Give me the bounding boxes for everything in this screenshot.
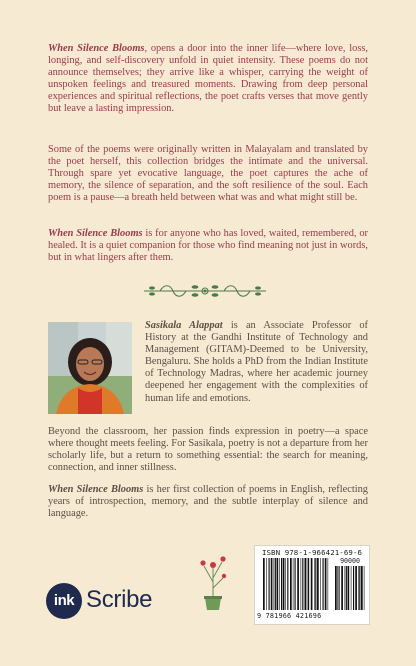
barcode-bar bbox=[266, 558, 267, 610]
author-paragraph-3 bbox=[48, 484, 368, 520]
addon-bars bbox=[335, 566, 365, 610]
barcode-bar bbox=[351, 566, 352, 610]
blurb-p1-text: , opens a door into the inner life—where love, loss, longing, and self-discovery unfold in quiet intensity. These poems do not announce themselves; they arrive like a whisper, carrying the weight of unspoken feelings and treasured moments. Drawing from deep personal experiences and spiritual reflections, the poet crafts verses that move gently but leave a lasting impression. bbox=[48, 43, 368, 115]
barcode-bar bbox=[275, 558, 276, 610]
barcode-bar bbox=[339, 566, 340, 610]
book-title-ref: When Silence Blooms bbox=[48, 228, 143, 239]
blurb-p3-text: is for anyone who has loved, waited, remembered, or healed. It is a quiet companion for those who find meaning not just in words, but in what lingers after them. bbox=[48, 228, 369, 264]
author-photo bbox=[48, 322, 132, 414]
barcode-bar bbox=[295, 558, 296, 610]
barcode-bar bbox=[346, 566, 347, 610]
blurb-paragraph-3 bbox=[48, 228, 368, 264]
publisher-logo bbox=[46, 583, 166, 619]
barcode-bar bbox=[271, 558, 273, 610]
isbn-text: ISBN 978-1-966421-69-6 bbox=[261, 548, 363, 557]
barcode-bar bbox=[345, 566, 346, 610]
blurb-paragraph-1 bbox=[48, 43, 368, 116]
publisher-name: Scribe bbox=[86, 586, 153, 613]
blurb-p2-text: Some of the poems were originally written in Malayalam and translated by the poet herself, this collection bridges the intimate and the universal. Through spare yet evocative language, the poet captures the ache of memory, the silence of separation, and the soft resilience of the soul. Each poem is a pause—a breath held between what was and what might still be. bbox=[48, 144, 368, 204]
barcode-bar bbox=[285, 558, 286, 610]
barcode-bar bbox=[308, 558, 309, 610]
barcode-bar bbox=[283, 558, 285, 610]
barcode-bar bbox=[269, 558, 270, 610]
barcode-bar bbox=[307, 558, 308, 610]
barcode-bar bbox=[323, 558, 324, 610]
barcode-bar bbox=[325, 558, 327, 610]
flower-pot-icon bbox=[196, 548, 230, 612]
floral-divider-icon bbox=[140, 281, 270, 301]
barcode-bar bbox=[361, 566, 363, 610]
barcode-bar bbox=[293, 558, 294, 610]
publisher-logo-mark: ink bbox=[46, 583, 82, 619]
author-p2-text: Beyond the classroom, her passion finds expression in poetry—a space where thought meets feeling. For Sasikala, poetry is not a departure from her scholarly life, but a return to something essential: the search for meaning, connection, and inner stillness. bbox=[48, 426, 368, 474]
book-title-ref: When Silence Blooms bbox=[48, 43, 145, 54]
price-code: 90000 bbox=[340, 557, 360, 565]
book-title-ref: When Silence Blooms bbox=[48, 484, 144, 495]
author-paragraph-2 bbox=[48, 426, 368, 474]
barcode-bar bbox=[263, 558, 265, 610]
barcode-bar bbox=[341, 566, 343, 610]
barcode-bar bbox=[328, 558, 329, 610]
barcode-bar bbox=[279, 558, 280, 610]
author-bio-text: is an Associate Professor of History at the Gandhi Institute of Technology and Management (GITAM)-Deemed to be University, Bengaluru. She holds a PhD from the Indian Institute of Technology Madras, where her academic journey deepened her engagement with the complexities of human life and emotions. bbox=[145, 320, 368, 404]
barcode-bar bbox=[320, 558, 321, 610]
barcode-bar bbox=[348, 566, 350, 610]
barcode-bar bbox=[315, 558, 316, 610]
barcode-bar bbox=[274, 558, 275, 610]
barcode-bar bbox=[287, 558, 288, 610]
barcode bbox=[254, 545, 370, 625]
barcode-bar bbox=[353, 566, 354, 610]
blurb-paragraph-2 bbox=[48, 144, 368, 204]
ean-bars bbox=[263, 558, 329, 610]
barcode-bar bbox=[301, 558, 302, 610]
author-p3-text: is her first collection of poems in English, reflecting years of introspection, memory, and the subtle interplay of silence and language. bbox=[48, 484, 368, 520]
ean-digits: 9 781966 421696 bbox=[257, 612, 322, 620]
barcode-bar bbox=[297, 558, 299, 610]
barcode-bar bbox=[358, 566, 359, 610]
barcode-bar bbox=[359, 566, 360, 610]
barcode-bar bbox=[337, 566, 338, 610]
barcode-bar bbox=[314, 558, 315, 610]
barcode-bar bbox=[335, 566, 337, 610]
author-name: Sasikala Alappat bbox=[145, 320, 223, 331]
barcode-bar bbox=[355, 566, 357, 610]
barcode-bar bbox=[317, 558, 319, 610]
author-bio bbox=[145, 320, 368, 405]
barcode-bar bbox=[302, 558, 303, 610]
barcode-bar bbox=[311, 558, 313, 610]
barcode-bar bbox=[281, 558, 282, 610]
barcode-bar bbox=[290, 558, 292, 610]
barcode-bar bbox=[364, 566, 365, 610]
barcode-bar bbox=[277, 558, 279, 610]
barcode-bar bbox=[305, 558, 307, 610]
